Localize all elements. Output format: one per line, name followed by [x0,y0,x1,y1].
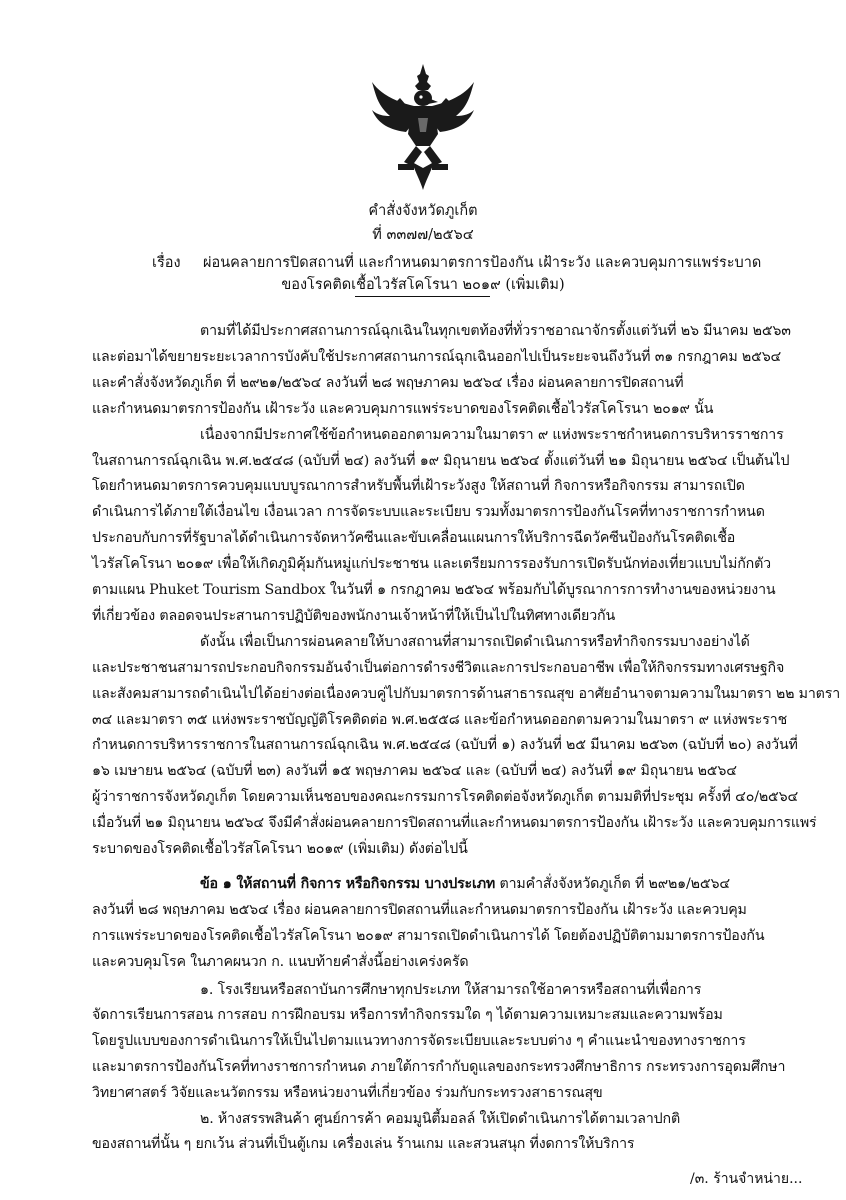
item-1-line: ๑. โรงเรียนหรือสถาบันการศึกษาทุกประเภท ให้สามารถใช้อาคารหรือสถานที่เพื่อการ [200,981,702,998]
body-line: และประชาชนสามารถประกอบกิจกรรมอันจำเป็นต่อการดำรงชีวิตและการประกอบอาชีพ เพื่อให้กิจกรรมทางเศรษฐกิจ [92,659,785,676]
body-line: ประกอบกับการที่รัฐบาลได้ดำเนินการจัดหาวัคซีนและขับเคลื่อนแผนการให้บริการฉีดวัคซีนป้องกันโรคติดเชื้อ [92,530,736,547]
body-line: โดยรูปแบบของการดำเนินการให้เป็นไปตามแนวทางการจัดระเบียบและระบบต่าง ๆ คำแนะนำของทางราชการ [92,1033,746,1050]
body-line: ตามแผน Phuket Tourism Sandbox ในวันที่ ๑ กรกฎาคม ๒๕๖๔ พร้อมกับได้บูรณาการการทำงานของหน่วยงาน [92,582,776,598]
body-line: ระบาดของโรคติดเชื้อไวรัสโคโรนา ๒๐๑๙ (เพิ่มเติม) ดังต่อไปนี้ [92,840,468,857]
body-line: และสังคมสามารถดำเนินไปได้อย่างต่อเนื่องควบคู่ไปกับมาตรการด้านสาธารณสุข อาศัยอำนาจตามความในมาตรา ๒๒ มาตรา [92,685,841,702]
header-divider [355,296,490,297]
order-title: คำสั่งจังหวัดภูเก็ต [368,203,478,219]
body-line: กำหนดการบริหารราชการในสถานการณ์ฉุกเฉิน พ.ศ.๒๕๔๘ (ฉบับที่ ๑) ลงวันที่ ๒๕ มีนาคม ๒๕๖๓ (ฉบับที่ ๒๐) ลงวันที่ [92,737,798,754]
body-line: ๑๖ เมษายน ๒๕๖๔ (ฉบับที่ ๒๓) ลงวันที่ ๑๕ พฤษภาคม ๒๕๖๔ และ (ฉบับที่ ๒๔) ลงวันที่ ๑๙ มิถุนายน ๒๕๖๔ [92,763,737,780]
body-line: ในสถานการณ์ฉุกเฉิน พ.ศ.๒๕๔๘ (ฉบับที่ ๒๔) ลงวันที่ ๑๙ มิถุนายน ๒๕๖๔ ตั้งแต่วันที่ ๒๑ มิถุนายน ๒๕๖๔ เป็นต้นไป [92,452,790,469]
clause-1-rest: ตามคำสั่งจังหวัดภูเก็ต ที่ ๒๙๒๑/๒๕๖๔ [499,876,730,893]
garuda-emblem-icon [368,62,478,192]
body-line: จัดการเรียนการสอน การสอบ การฝึกอบรม หรือการทำกิจกรรมใด ๆ ได้ตามความเหมาะสมและความพร้อม [92,1007,723,1024]
clause-1-bold: ข้อ ๑ ให้สถานที่ กิจการ หรือกิจกรรม บางประเภท [200,876,496,893]
clause-1-heading [200,871,758,898]
item-2-line: ๒. ห้างสรรพสินค้า ศูนย์การค้า คอมมูนิตี้มอลล์ ให้เปิดดำเนินการได้ตามเวลาปกติ [200,1111,681,1127]
body-line: และคำสั่งจังหวัดภูเก็ต ที่ ๒๙๒๑/๒๕๖๔ ลงวันที่ ๒๘ พฤษภาคม ๒๕๖๔ เรื่อง ผ่อนคลายการปิดสถานที่ [92,374,684,391]
body-line: ลงวันที่ ๒๘ พฤษภาคม ๒๕๖๔ เรื่อง ผ่อนคลายการปิดสถานที่และกำหนดมาตรการป้องกัน เฝ้าระวัง และควบคุม [92,902,747,918]
body-line: และกำหนดมาตรการป้องกัน เฝ้าระวัง และควบคุมการแพร่ระบาดของโรคติดเชื้อไวรัสโคโรนา ๒๐๑๙ นั้น [92,400,714,417]
body-line: ที่เกี่ยวข้อง ตลอดจนประสานการปฏิบัติของพนักงานเจ้าหน้าที่ให้เป็นไปในทิศทางเดียวกัน [92,607,615,624]
body-line: เมื่อวันที่ ๒๑ มิถุนายน ๒๕๖๔ จึงมีคำสั่งผ่อนคลายการปิดสถานที่และกำหนดมาตรการป้องกัน เฝ้าระวัง และควบคุมการแพร่ [92,815,817,831]
order-number: ที่ ๓๓๗๗/๒๕๖๔ [372,227,474,243]
body-line: โดยกำหนดมาตรการควบคุมแบบบูรณาการสำหรับพื้นที่เฝ้าระวังสูง ให้สถานที่ กิจการหรือกิจกรรม สามารถเปิด [92,478,745,495]
body-line: ดังนั้น เพื่อเป็นการผ่อนคลายให้บางสถานที่สามารถเปิดดำเนินการหรือทำกิจกรรมบางอย่างได้ [200,633,750,650]
body-line: ไวรัสโคโรนา ๒๐๑๙ เพื่อให้เกิดภูมิคุ้มกันหมู่แก่ประชาชน และเตรียมการรองรับการเปิดรับนักท่องเที่ยวแบบไม่กักตัว [92,556,771,573]
continuation-marker: /๓. ร้านจำหน่าย... [690,1171,803,1187]
subject-line-1: ผ่อนคลายการปิดสถานที่ และกำหนดมาตรการป้องกัน เฝ้าระวัง และควบคุมการแพร่ระบาด [203,255,762,271]
body-line: ดำเนินการได้ภายใต้เงื่อนไข เงื่อนเวลา การจัดระบบและระเบียบ รวมทั้งมาตรการป้องกันโรคที่ทางราชการกำหนด [92,504,765,521]
body-line: ๓๔ และมาตรา ๓๕ แห่งพระราชบัญญัติโรคติดต่อ พ.ศ.๒๕๕๘ และข้อกำหนดออกตามความในมาตรา ๙ แห่งพระราช [92,711,788,728]
body-line: ผู้ว่าราชการจังหวัดภูเก็ต โดยความเห็นชอบของคณะกรรมการโรคติดต่อจังหวัดภูเก็ต ตามมติที่ประชุม ครั้งที่ ๔๐/๒๕๖๔ [92,789,799,806]
body-line: และมาตรการป้องกันโรคที่ทางราชการกำหนด ภายใต้การกำกับดูแลของกระทรวงศึกษาธิการ กระทรวงการอุดมศึกษา [92,1059,786,1076]
body-line: และควบคุมโรค ในภาคผนวก ก. แนบท้ายคำสั่งนี้อย่างเคร่งครัด [92,953,469,970]
subject-label: เรื่อง [152,255,181,271]
body-line: ของสถานที่นั้น ๆ ยกเว้น ส่วนที่เป็นตู้เกม เครื่องเล่น ร้านเกม และสวนสนุก ที่งดการให้บริการ [92,1136,635,1152]
body-line: ตามที่ได้มีประกาศสถานการณ์ฉุกเฉินในทุกเขตท้องที่ทั่วราชอาณาจักรตั้งแต่วันที่ ๒๖ มีนาคม ๒๕๖๓ [200,323,791,339]
body-line: และต่อมาได้ขยายระยะเวลาการบังคับใช้ประกาศสถานการณ์ฉุกเฉินออกไปเป็นระยะจนถึงวันที่ ๓๑ กรกฎาคม ๒๕๖๔ [92,348,782,365]
body-line: การแพร่ระบาดของโรคติดเชื้อไวรัสโคโรนา ๒๐๑๙ สามารถเปิดดำเนินการได้ โดยต้องปฏิบัติตามมาตรการป้องกัน [92,927,765,944]
subject-line-2: ของโรคติดเชื้อไวรัสโคโรนา ๒๐๑๙ (เพิ่มเติม) [281,277,565,293]
body-line: เนื่องจากมีประกาศใช้ข้อกำหนดออกตามความในมาตรา ๙ แห่งพระราชกำหนดการบริหารราชการ [200,426,784,443]
body-line: วิทยาศาสตร์ วิจัยและนวัตกรรม หรือหน่วยงานที่เกี่ยวข้อง ร่วมกับกระทรวงสาธารณสุข [92,1085,603,1102]
